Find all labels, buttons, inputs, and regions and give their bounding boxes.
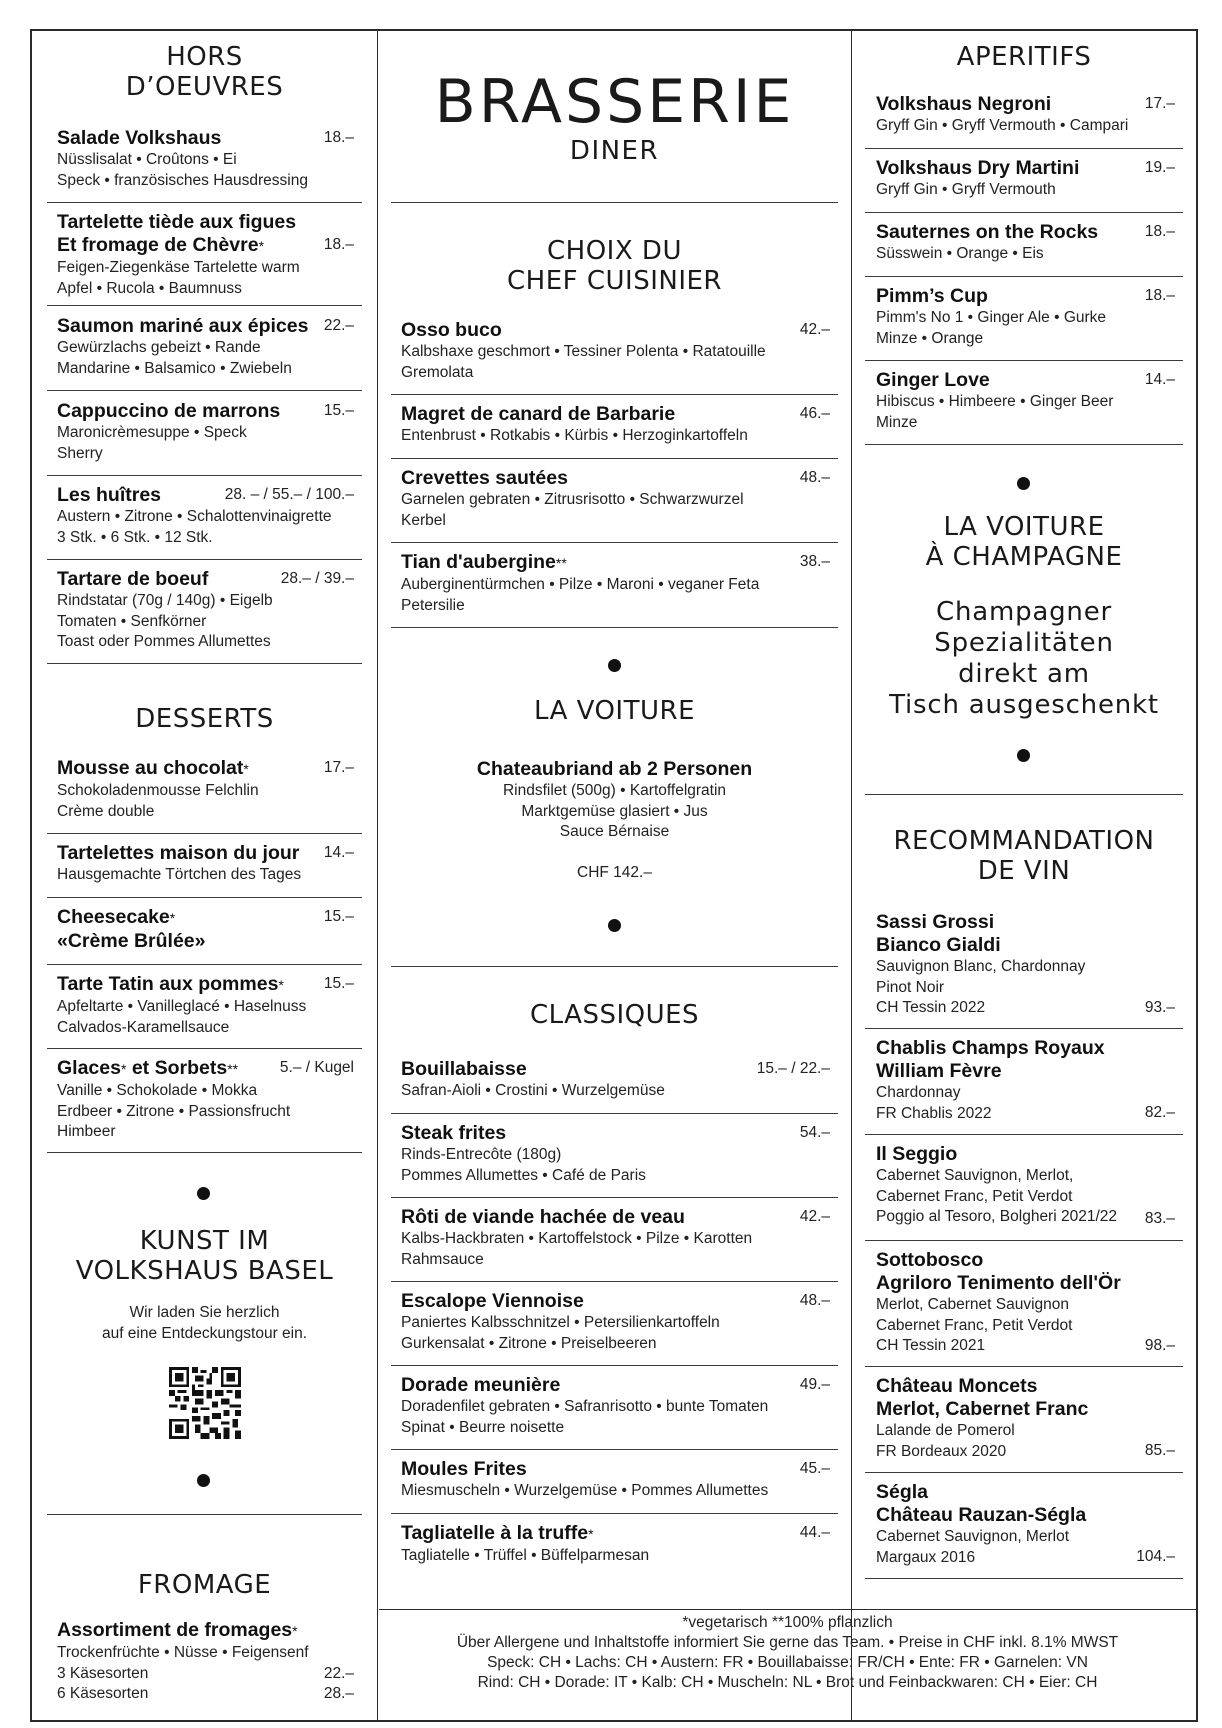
separator-dot (1017, 749, 1030, 762)
choix-title: CHOIX DU CHEF CUISINIER (507, 236, 722, 296)
menu-item: Escalope Viennoise Paniertes Kalbsschnitzel • Petersilienkartoffeln Gurkensalat • Zitrone • Preiselbeeren 48.– (391, 1290, 838, 1366)
brand-subtitle: DINER (569, 136, 660, 166)
item-price: 15.– (323, 975, 354, 992)
left-column (32, 31, 378, 1720)
voiture-item: Chateaubriand ab 2 Personen Rindsfilet (500g) • Kartoffelgratin Marktgemüse glasiert • Jus Sauce Bérnaise CHF 142.– (378, 758, 851, 883)
fromage-title: FROMAGE (137, 1570, 272, 1600)
separator-dot (608, 659, 621, 672)
wine-item: Ségla Château Rauzan-Ségla Cabernet Sauvignon, Merlot Margaux 2016 104.– (865, 1481, 1183, 1579)
menu-item: Dorade meunière Doradenfilet gebraten • Safranrisotto • bunte Tomaten Spinat • Beurre noisette 49.– (391, 1374, 838, 1450)
menu-item: Les huîtres Austern • Zitrone • Schalottenvinaigrette 3 Stk. • 6 Stk. • 12 Stk. 28. – / 55.– / 100.– (47, 484, 362, 560)
item-price: 14.– (1144, 371, 1175, 388)
menu-item: Ginger Love Hibiscus • Himbeere • Ginger Beer Minze 14.– (865, 369, 1183, 445)
menu-item: Tian d'aubergine** Auberginentürmchen • Pilze • Maroni • veganer Feta Petersilie 38.– (391, 551, 838, 628)
brand-title: BRASSERIE (434, 67, 795, 137)
right-column (852, 31, 1196, 1720)
wine-item: Chablis Champs Royaux William Fèvre Chardonnay FR Chablis 2022 82.– (865, 1037, 1183, 1135)
item-price: 28.– / 39.– (280, 570, 354, 587)
menu-item: Cheesecake* «Crème Brûlée» 15.– (47, 906, 362, 965)
footer-divider (379, 1609, 1196, 1610)
item-price: 19.– (1144, 159, 1175, 176)
menu-item: Glaces* et Sorbets** Vanille • Schokolade • Mokka Erdbeer • Zitrone • Passionsfrucht Himbeer 5.– / Kugel (47, 1057, 362, 1153)
item-price: 17.– (323, 759, 354, 776)
item-price: 85.– (1144, 1442, 1175, 1459)
item-price: 104.– (1136, 1548, 1175, 1565)
divider (47, 1514, 362, 1515)
aperitifs-title: APERITIFS (956, 42, 1092, 72)
item-price: 14.– (323, 844, 354, 861)
item-price: 49.– (799, 1376, 830, 1393)
item-price: 42.– (799, 321, 830, 338)
menu-item: Volkshaus Negroni Gryff Gin • Gryff Vermouth • Campari 17.– (865, 93, 1183, 149)
wine-item: Château Moncets Merlot, Cabernet Franc Lalande de Pomerol FR Bordeaux 2020 85.– (865, 1375, 1183, 1473)
kunst-text: Wir laden Sie herzlich auf eine Entdeckungstour ein. (101, 1304, 308, 1342)
separator-dot (197, 1474, 210, 1487)
menu-item: Saumon mariné aux épices Gewürzlachs gebeizt • Rande Mandarine • Balsamico • Zwiebeln 22.– (47, 315, 362, 391)
qr-code-icon[interactable] (169, 1367, 241, 1439)
menu-item: Cappuccino de marrons Maronicrèmesuppe • Speck Sherry 15.– (47, 400, 362, 476)
champagne-title: LA VOITURE À CHAMPAGNE (925, 512, 1123, 572)
menu-item: Rôti de viande hachée de veau Kalbs-Hackbraten • Kartoffelstock • Pilze • Karotten Rahmsauce 42.– (391, 1206, 838, 1282)
item-price: 38.– (799, 553, 830, 570)
divider (391, 202, 838, 203)
hors-title: HORS D’OEUVRES (125, 42, 284, 102)
item-price: 18.– (1144, 223, 1175, 240)
vin-title: RECOMMANDATION DE VIN (893, 826, 1155, 886)
menu-item: Volkshaus Dry Martini Gryff Gin • Gryff Vermouth 19.– (865, 157, 1183, 213)
menu-item: Osso buco Kalbshaxe geschmort • Tessiner Polenta • Ratatouille Gremolata 42.– (391, 319, 838, 395)
menu-item: Mousse au chocolat* Schokoladenmousse Felchlin Crème double 17.– (47, 757, 362, 834)
separator-dot (1017, 477, 1030, 490)
champagne-text: Champagner Spezialitäten direkt am Tisch ausgeschenkt (889, 597, 1159, 720)
item-price: 45.– (799, 1460, 830, 1477)
item-price: 22.– (323, 317, 354, 334)
separator-dot (197, 1187, 210, 1200)
kunst-title: KUNST IM VOLKSHAUS BASEL (75, 1226, 334, 1286)
footer-notes: *vegetarisch **100% pflanzlich Über Allergene und Inhaltstoffe informiert Sie gerne das Team. • Preise in CHF inkl. 8.1% MWST Speck: CH • Lachs: CH • Austern: FR • Bouillabaisse: FR/CH • Ente: FR • Garnelen: VN Rind: CH • Dorade: IT • Kalb: CH • Muscheln: NL • Brot und Feinbackwaren: CH • Eier: CH (456, 1614, 1119, 1691)
item-price: 5.– / Kugel (279, 1059, 354, 1076)
menu-item: Tagliatelle à la truffe* Tagliatelle • Trüffel • Büffelparmesan (401, 1522, 650, 1564)
menu-item: Tartelette tiède aux figues Et fromage de Chèvre* Feigen-Ziegenkäse Tartelette warm Apfel • Rucola • Baumnuss 18.– (47, 211, 362, 306)
item-price: 28. – / 55.– / 100.– (224, 486, 354, 503)
divider (865, 794, 1183, 795)
middle-column (378, 31, 852, 1720)
item-price: 48.– (799, 1292, 830, 1309)
item-price: 15.– (323, 402, 354, 419)
item-price: 82.– (1144, 1104, 1175, 1121)
item-price: 18.– (323, 129, 354, 146)
menu-item: Bouillabaisse Safran-Aioli • Crostini • Wurzelgemüse 15.– / 22.– (391, 1058, 838, 1114)
menu-item: Crevettes sautées Garnelen gebraten • Zitrusrisotto • Schwarzwurzel Kerbel 48.– (391, 467, 838, 543)
item-price: 46.– (799, 405, 830, 422)
menu-frame (30, 29, 1198, 1722)
item-price: 93.– (1144, 999, 1175, 1016)
item-price: 48.– (799, 469, 830, 486)
menu-item: Steak frites Rinds-Entrecôte (180g) Pommes Allumettes • Café de Paris 54.– (391, 1122, 838, 1198)
desserts-title: DESSERTS (135, 704, 274, 734)
classiques-title: CLASSIQUES (529, 1000, 700, 1030)
wine-item: Il Seggio Cabernet Sauvignon, Merlot, Cabernet Franc, Petit Verdot Poggio al Tesoro, Bolgheri 2021/22 83.– (865, 1143, 1183, 1241)
wine-item: Sassi Grossi Bianco Gialdi Sauvignon Blanc, Chardonnay Pinot Noir CH Tessin 2022 93.– (865, 911, 1183, 1029)
item-price: 54.– (799, 1124, 830, 1141)
menu-item: Salade Volkshaus Nüsslisalat • Croûtons • Ei Speck • französisches Hausdressing 18.– (47, 127, 362, 203)
item-price: 17.– (1144, 95, 1175, 112)
separator-dot (608, 919, 621, 932)
menu-item: Tartare de boeuf Rindstatar (70g / 140g) • Eigelb Tomaten • Senfkörner Toast oder Pommes Allumettes 28.– / 39.– (47, 568, 362, 664)
menu-item: Pimm’s Cup Pimm's No 1 • Ginger Ale • Gurke Minze • Orange 18.– (865, 285, 1183, 361)
item-price: 15.– (323, 908, 354, 925)
item-price: 42.– (799, 1208, 830, 1225)
menu-item: Tarte Tatin aux pommes* Apfeltarte • Vanilleglacé • Haselnuss Calvados-Karamellsauce 15.– (47, 973, 362, 1049)
menu-item: Sauternes on the Rocks Süsswein • Orange • Eis 18.– (865, 221, 1183, 277)
item-price: 15.– / 22.– (756, 1060, 830, 1077)
item-price: 18.– (323, 236, 354, 253)
voiture-title: LA VOITURE (534, 696, 695, 726)
item-price: 44.– (799, 1524, 830, 1541)
menu-item: Tartelettes maison du jour Hausgemachte Törtchen des Tages 14.– (47, 842, 362, 898)
item-price: 98.– (1144, 1337, 1175, 1354)
menu-item: Magret de canard de Barbarie Entenbrust • Rotkabis • Kürbis • Herzoginkartoffeln 46.– (391, 403, 838, 459)
item-price: 83.– (1144, 1210, 1175, 1227)
menu-item: Moules Frites Miesmuscheln • Wurzelgemüse • Pommes Allumettes 45.– (391, 1458, 838, 1514)
item-price: 18.– (1144, 287, 1175, 304)
wine-item: Sottobosco Agriloro Tenimento dell'Ör Merlot, Cabernet Sauvignon Cabernet Franc, Petit Verdot CH Tessin 2021 98.– (865, 1249, 1183, 1367)
fromage-item: Assortiment de fromages* Trockenfrüchte • Nüsse • Feigensenf 3 Käsesorten 22.– 6 Käsesorten 28.– (57, 1619, 354, 1702)
voiture-price: CHF 142.– (577, 863, 652, 881)
divider (391, 966, 838, 967)
